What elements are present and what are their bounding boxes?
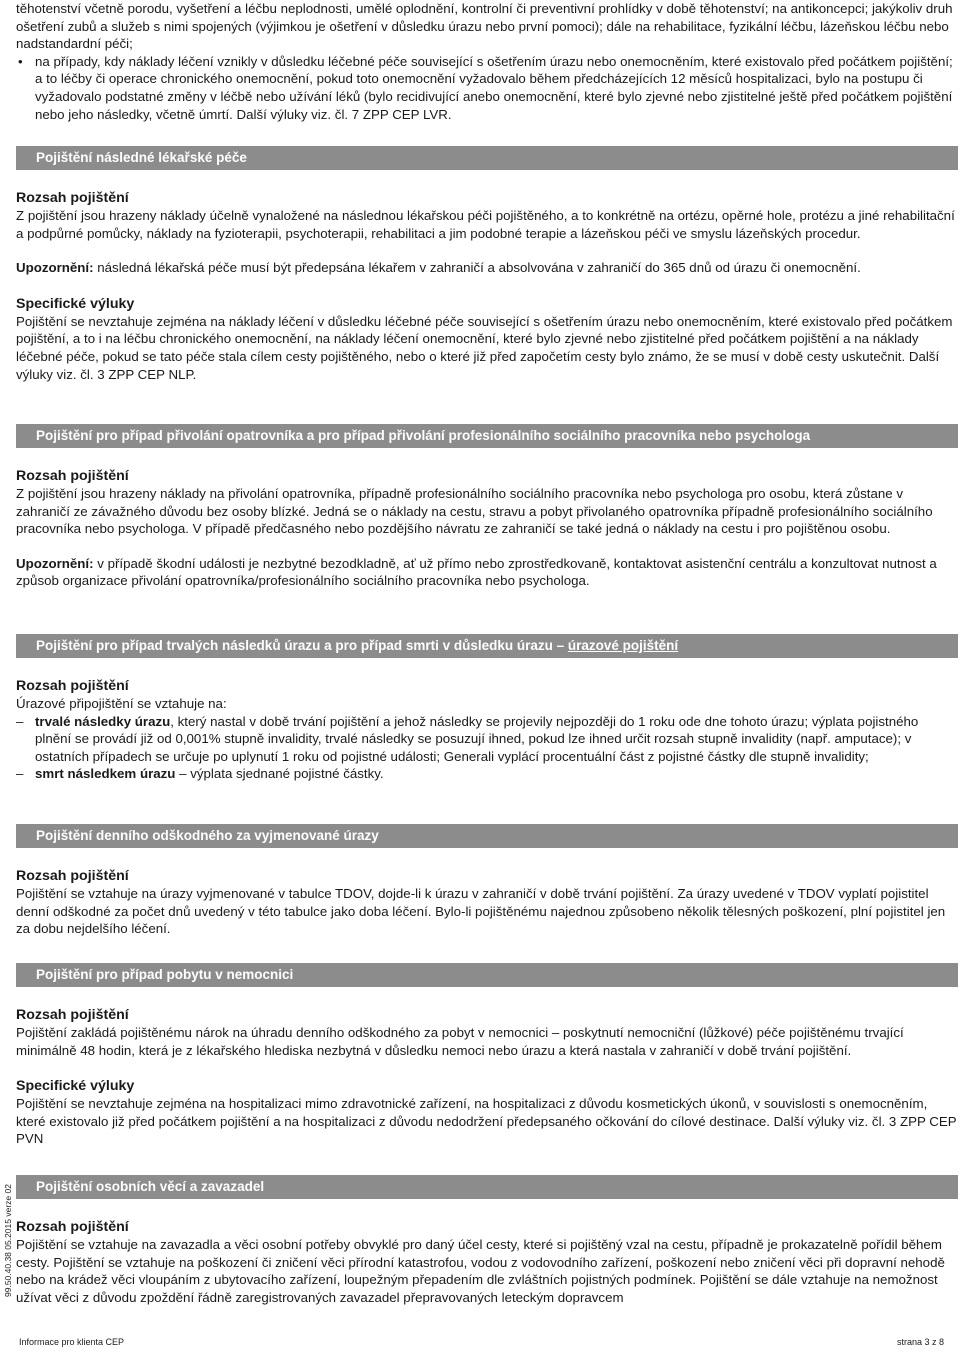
section-personal-belongings (16, 1175, 958, 1306)
section-title-bar (16, 634, 958, 658)
scope-heading: Rozsah pojištění (16, 678, 129, 694)
exclusions-text: Pojištění se nevztahuje zejména na náklady léčení v důsledku léčebné péče související s ošetřením úrazu nebo onemocněním, které existovalo před počátkem pojištění, a to i na léčbu chronického onemocnění, na náklady léčení onemocnění, které bylo zjevné nebo zjistitelné před počátkem pojištění a na náklady léčebné péče, pokud se tato péče stala cílem cesty pojištěného, nebo o které již před započetím cesty bylo známo, že se musí v době cesty uskutečnit. Další výluky viz. čl. 3 ZPP CEP NLP. (16, 313, 953, 382)
document-code-vertical: 99.50.40.38 05.2015 verze 02 (3, 1184, 13, 1297)
footer-document-name: Informace pro klienta CEP (19, 1337, 125, 1347)
warning-paragraph (16, 555, 958, 590)
section-guardian-call (16, 424, 958, 590)
section-hospital-stay (16, 963, 958, 1148)
scope-text: Pojištění zakládá pojištěnému nárok na úhradu denního odškodného za pobyt v nemocnici – poskytnutí nemocniční (lůžkové) péče pojištěnému trvající minimálně 48 hodin, která je z lékařského hlediska nezbytná v důsledku nemoci nebo úrazu a která nastala v zahraničí v době trvání pojištění. (16, 1025, 904, 1058)
section-title-bar: Pojištění pro případ přivolání opatrovníka a pro případ přivolání profesionálního sociálního pracovníka nebo psychologa (16, 424, 958, 448)
footer-page-number: strana 3 z 8 (896, 1337, 944, 1347)
scope-text: Z pojištění jsou hrazeny náklady účelně vynaložené na následnou lékařskou péči pojištěného, a to konkrétně na ortézu, opěrné hole, protézu a jiné rehabilitační a podpůrné pomůcky, náklady na fyzioterapii, psychoterapii, rehabilitaci a jim podobné terapie a lázeňskou péči ve smyslu lázeňských procedur. (16, 208, 955, 241)
list-item (16, 713, 958, 766)
scope-text: Z pojištění jsou hrazeny náklady na přivolání opatrovníka, případně profesionálního sociálního pracovníka nebo psychologa pro osobu, která zůstane v zahraničí ze závažného důvodu bez osoby blízké. Jedná se o náklady na cestu, stravu a pobyt přivolaného opatrovníka případně profesionálního sociálního pracovníka nebo psychologa. V případě předčasného nebo pozdějšího návratu ze zahraničí se také jedná o náklady na cestu i pro pojištěnou osobu. (16, 486, 933, 537)
item-text: – výplata sjednané pojistné částky. (175, 766, 384, 782)
warning-text: následná lékařská péče musí být předepsána lékařem v zahraničí a absolvována v zahraničí do 365 dnů od úrazu či onemocnění. (93, 260, 861, 276)
item-term: smrt následkem úrazu (35, 766, 176, 782)
intro-paragraph: těhotenství včetně porodu, vyšetření a léčbu neplodnosti, umělé oplodnění, kontrolní či preventivní prohlídky v době těhotenství; na antikoncepci; jakýkoliv druh ošetření zubů a služeb s nimi spojených (výjimkou je ošetření v důsledku úrazu nebo první pomoci); dále na rehabilitace, fyzikální léčbu, lázeňskou léčbu nebo nadstandardní péči; (16, 1, 953, 52)
warning-text: v případě škodní události je nezbytné bezodkladně, ať už přímo nebo zprostředkovaně, kontaktovat asistenční centrálu a konzultovat nutnost a způsob organizace přivolání opatrovníka/profesionálního sociálního pracovníka nebo psychologa. (16, 555, 937, 589)
section-title-main: Pojištění pro případ trvalých následků úrazu a pro případ smrti v důsledku úrazu – (36, 638, 568, 653)
section-title-bar: Pojištění denního odškodného za vyjmenované úrazy (16, 824, 958, 848)
warning-label: Upozornění: (16, 555, 94, 571)
section-title-bar: Pojištění pro případ pobytu v nemocnici (16, 963, 958, 987)
list-item (16, 765, 958, 783)
scope-lead: Úrazové připojištění se vztahuje na: (16, 696, 227, 711)
warning-label: Upozornění: (16, 260, 94, 276)
exclusions-heading: Specifické výluky (16, 295, 135, 312)
scope-heading: Rozsah pojištění (16, 190, 129, 206)
warning-paragraph (16, 259, 958, 277)
scope-heading: Rozsah pojištění (16, 868, 129, 884)
intro-exclusions (16, 0, 956, 123)
section-title-bar: Pojištění osobních věcí a zavazadel (16, 1175, 958, 1199)
scope-heading: Rozsah pojištění (16, 468, 129, 484)
exclusions-heading: Specifické výluky (16, 1078, 135, 1095)
section-title-bar: Pojištění následné lékařské péče (16, 146, 958, 170)
scope-text: Pojištění se vztahuje na zavazadla a věci osobní potřeby obvyklé pro daný účel cesty, které si pojištěný vzal na cestu, případně je prokazatelně pořídil během cesty. Pojištění se vztahuje na poškození či zničení věci přírodní katastrofou, vodou z vodovodního zařízení, poškození nebo zničení věci při dopravní nehodě nebo na krádež věci vloupáním z ubytovacího zařízení, loupežným přepadením dle zvláštních pojistných podmínek. Pojištění se dále vztahuje na nemožnost užívat věci z důvodu zpoždění řádně zaregistrovaných zavazadel přepravovaných leteckým dopravcem (16, 1237, 945, 1305)
section-daily-compensation (16, 824, 958, 938)
scope-heading: Rozsah pojištění (16, 1007, 129, 1023)
section-follow-up-care (16, 146, 958, 383)
item-text: , který nastal v době trvání pojištění a jehož následky se projevily nejpozději do 1 roku ode dne tohoto úrazu; výplata pojistného plnění se provádí již od 0,001% stupně invalidity, trvalé následky se posuzují ihned, pokud lze ihned určit rozsah stupně invalidity (např. amputace); v ostatních případech se určuje po uplynutí 1 roku od pojistné události; Generali vyplácí procentuální část z pojistné částky dle stupně invalidity; (35, 713, 919, 764)
scope-heading: Rozsah pojištění (16, 1219, 129, 1235)
exclusions-text: Pojištění se nevztahuje zejména na hospitalizaci mimo zdravotnické zařízení, na hospitalizaci z důvodu kosmetických úkonů, v souvislosti s onemocněním, které existovalo již před počátkem pojištění a na hospitalizaci z důvodu nedodržení předepsaného očkování do cílové destinace. Další výluky viz. čl. 3 ZPP CEP PVN (16, 1096, 957, 1147)
scope-text: Pojištění se vztahuje na úrazy vyjmenované v tabulce TDOV, dojde-li k úrazu v zahraničí v době trvání pojištění. Za úrazy uvedené v TDOV vyplatí pojistitel denní odškodné za počet dnů uvedený v této tabulce jako doba léčení. Bylo-li pojištěnému najednou způsobeno několik tělesných poškození, plní pojistitel jen za dobu nejdelšího léčení. (16, 886, 946, 937)
intro-bullet-item: • na případy, kdy náklady léčení vznikly v důsledku léčebné péče související s ošetřením úrazu nebo onemocněním, které existovalo před počátkem pojištění; a to léčby či operace chronického onemocnění, pokud toto onemocnění vyžadovalo během předcházejících 12 měsíců hospitalizaci, bylo na postupu či vyžadovalo podstatné změny v léčbě nebo užívání léků (bylo recidivující anebo onemocnění, které bylo zjevné nebo zjistitelné ještě před počátkem pojištění nebo jeho následky, včetně úmrtí. Další výluky viz. čl. 7 ZPP CEP LVR. (16, 53, 956, 123)
item-term: trvalé následky úrazu (35, 713, 171, 729)
section-accident-insurance (16, 634, 958, 783)
section-title-underlined: úrazové pojištění (567, 638, 679, 653)
